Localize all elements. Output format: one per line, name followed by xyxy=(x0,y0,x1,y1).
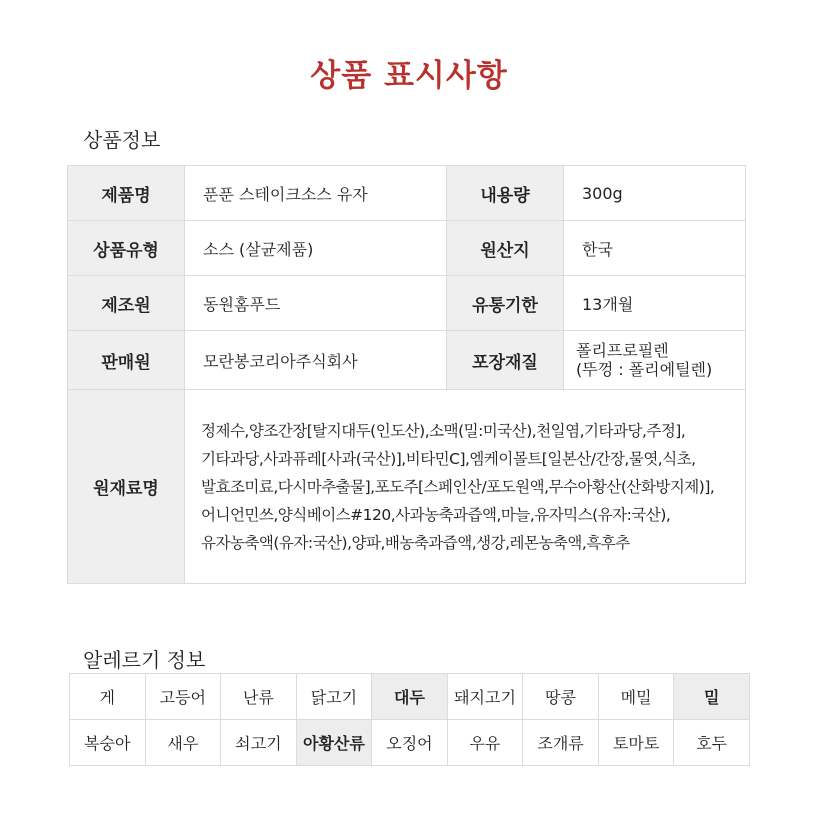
seller-label: 판매원 xyxy=(68,331,185,390)
shelf-life-label: 유통기한 xyxy=(447,276,564,331)
manufacturer-value: 동원홈푸드 xyxy=(185,276,447,331)
ingredients-label: 원재료명 xyxy=(68,390,185,584)
allergen-cell: 복숭아 xyxy=(70,720,146,766)
allergy-table xyxy=(69,673,750,766)
packaging-label: 포장재질 xyxy=(447,331,564,390)
allergen-cell: 쇠고기 xyxy=(221,720,297,766)
ingredients-line: 정제수,양조간장[탈지대두(인도산),소맥(밀:미국산),천일염,기타과당,주정], xyxy=(201,421,686,440)
allergen-cell: 새우 xyxy=(145,720,221,766)
product-name-value: 푼푼 스테이크소스 유자 xyxy=(185,166,447,221)
packaging-value xyxy=(564,331,746,390)
net-weight-label: 내용량 xyxy=(447,166,564,221)
allergen-cell: 닭고기 xyxy=(296,674,372,720)
product-name-label: 제품명 xyxy=(68,166,185,221)
origin-label: 원산지 xyxy=(447,221,564,276)
allergen-cell: 우유 xyxy=(447,720,523,766)
page-title: 상품 표시사항 xyxy=(310,58,508,94)
allergen-cell: 호두 xyxy=(674,720,750,766)
allergy-row-2 xyxy=(70,720,750,766)
ingredients-line: 어니언민쓰,양식베이스#120,사과농축과즙액,마늘,유자믹스(유자:국산), xyxy=(201,505,671,524)
allergen-cell: 밀 xyxy=(674,674,750,720)
allergen-cell: 대두 xyxy=(372,674,448,720)
allergen-cell: 돼지고기 xyxy=(447,674,523,720)
ingredients-line: 발효조미료,다시마추출물],포도주[스페인산/포도원액,무수아황산(산화방지제)], xyxy=(201,477,715,496)
allergen-cell: 난류 xyxy=(221,674,297,720)
packaging-value-line-2: (뚜껑 : 폴리에틸렌) xyxy=(576,360,713,379)
allergen-cell: 조개류 xyxy=(523,720,599,766)
net-weight-value: 300g xyxy=(564,166,746,221)
ingredients-line: 유자농축액(유자:국산),양파,배농축과즙액,생강,레몬농축액,흑후추 xyxy=(201,533,630,552)
seller-row xyxy=(68,331,746,390)
allergen-cell: 메밀 xyxy=(598,674,674,720)
allergy-info-heading: 알레르기 정보 xyxy=(83,648,206,672)
ingredients-value xyxy=(185,390,746,584)
product-name-row xyxy=(68,166,746,221)
seller-value: 모란봉코리아주식회사 xyxy=(185,331,447,390)
allergen-cell: 땅콩 xyxy=(523,674,599,720)
product-type-value: 소스 (살균제품) xyxy=(185,221,447,276)
product-info-heading: 상품정보 xyxy=(83,128,161,152)
product-type-label: 상품유형 xyxy=(68,221,185,276)
allergen-cell: 아황산류 xyxy=(296,720,372,766)
ingredients-row xyxy=(68,390,746,584)
allergen-cell: 오징어 xyxy=(372,720,448,766)
product-info-table xyxy=(67,165,746,584)
allergen-cell: 토마토 xyxy=(598,720,674,766)
product-type-row xyxy=(68,221,746,276)
allergy-row-1 xyxy=(70,674,750,720)
ingredients-line: 기타과당,사과퓨레[사과(국산)],비타민C],엠케이몰트[일본산/간장,물엿,식초, xyxy=(201,449,696,468)
manufacturer-label: 제조원 xyxy=(68,276,185,331)
allergen-cell: 고등어 xyxy=(145,674,221,720)
manufacturer-row xyxy=(68,276,746,331)
origin-value: 한국 xyxy=(564,221,746,276)
shelf-life-value: 13개월 xyxy=(564,276,746,331)
allergen-cell: 게 xyxy=(70,674,146,720)
packaging-value-line-1: 폴리프로필렌 xyxy=(576,341,669,360)
